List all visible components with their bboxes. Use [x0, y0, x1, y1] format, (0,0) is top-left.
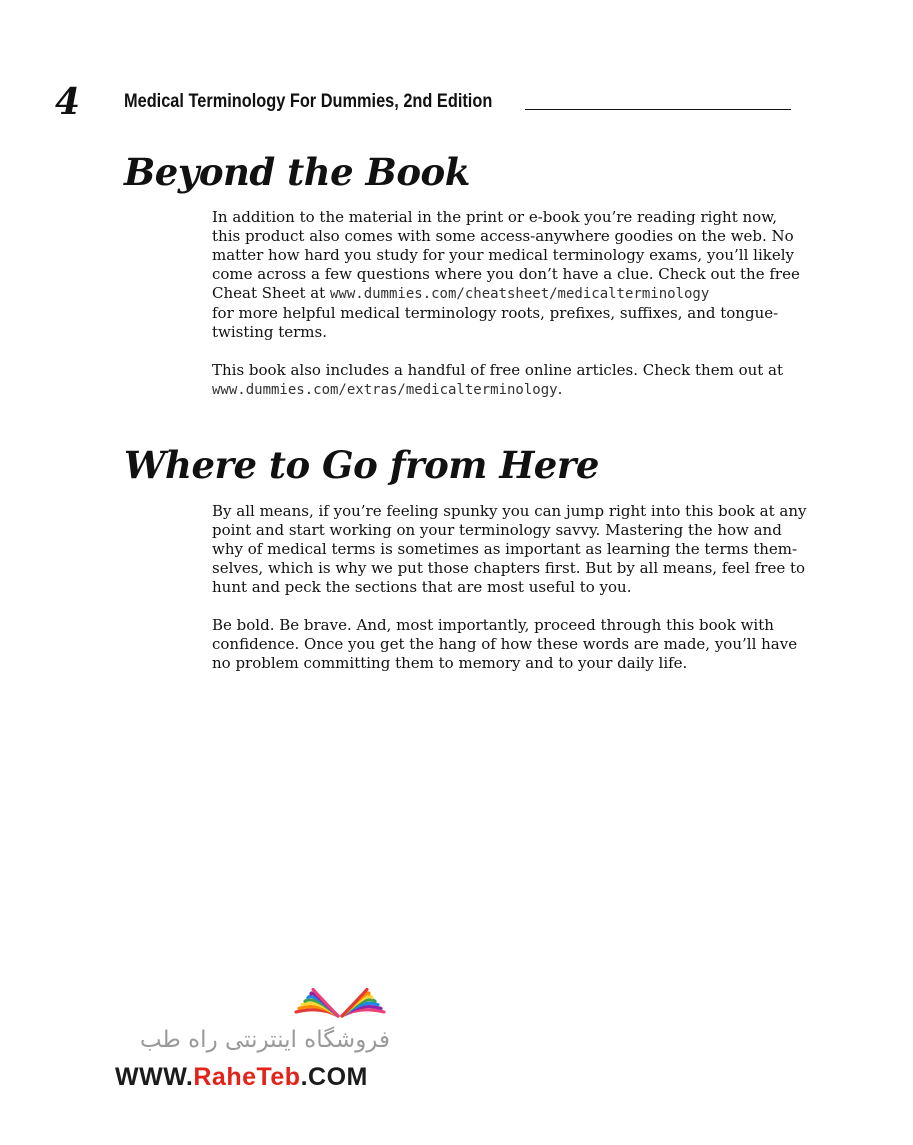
text-line: this product also comes with some access-anywhere goodies on the web. No: [212, 227, 794, 245]
text-line: hunt and peck the sections that are most useful to you.: [212, 578, 632, 596]
section-heading-beyond-the-book: Beyond the Book: [124, 150, 470, 194]
watermark-persian-text: فروشگاه اینترنتی راه طب: [139, 1027, 390, 1053]
text-line: In addition to the material in the print or e-book you’re reading right now,: [212, 208, 778, 226]
watermark-url-prefix: WWW.: [115, 1063, 194, 1091]
text-line: for more helpful medical terminology roots, prefixes, suffixes, and tongue-: [212, 304, 779, 322]
text-line-with-url: [212, 380, 802, 400]
watermark-url-brand: RaheTeb: [193, 1063, 301, 1091]
text-line: come across a few questions where you don’t have a clue. Check out the free: [212, 265, 800, 283]
watermark-url-suffix: .COM: [300, 1063, 368, 1091]
text-fragment: .: [557, 380, 563, 398]
watermark-url[interactable]: [115, 1062, 368, 1092]
text-line: selves, which is why we put those chapters first. But by all means, feel free to: [212, 559, 806, 577]
paragraph-beyond-book-1: [212, 208, 802, 342]
text-line: twisting terms.: [212, 323, 327, 341]
text-line: point and start working on your terminology savvy. Mastering the how and: [212, 521, 782, 539]
text-fragment: Cheat Sheet at: [212, 284, 330, 302]
running-head: Medical Terminology For Dummies, 2nd Edition: [124, 91, 493, 112]
text-line: no problem committing them to memory and to your daily life.: [212, 654, 688, 672]
text-line: confidence. Once you get the hang of how these words are made, you’ll have: [212, 635, 798, 653]
text-line-with-url: [212, 284, 802, 304]
page-number: 4: [55, 81, 81, 123]
extras-url-link[interactable]: www.dummies.com/extras/medicalterminology: [212, 382, 558, 398]
text-line: why of medical terms is sometimes as important as learning the terms them-: [212, 540, 798, 558]
raheteb-watermark: [115, 978, 395, 1093]
page-header: [55, 80, 795, 123]
section-heading-where-to-go: Where to Go from Here: [124, 443, 599, 487]
cheatsheet-url-link[interactable]: www.dummies.com/cheatsheet/medicalterminology: [329, 286, 710, 302]
paragraph-beyond-book-2: [212, 361, 802, 400]
text-line: Be bold. Be brave. And, most importantly, proceed through this book with: [212, 616, 774, 634]
text-line: By all means, if you’re feeling spunky you can jump right into this book at any: [212, 502, 807, 520]
paragraph-where-to-go-2: [212, 616, 802, 673]
text-line: This book also includes a handful of free online articles. Check them out at: [212, 361, 784, 379]
text-line: matter how hard you study for your medical terminology exams, you’ll likely: [212, 246, 795, 264]
open-book-rainbow-icon: [290, 978, 390, 1018]
header-rule: [525, 109, 791, 110]
paragraph-where-to-go-1: [212, 502, 807, 597]
